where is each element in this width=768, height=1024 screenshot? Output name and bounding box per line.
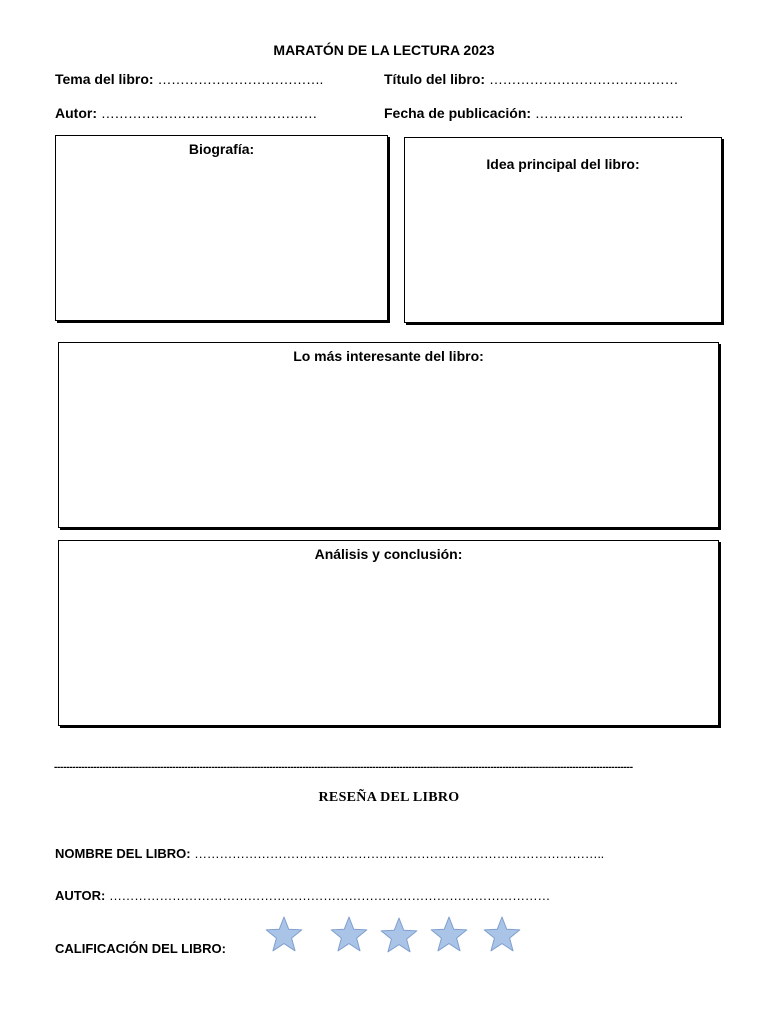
autor-review-field[interactable] (55, 888, 550, 903)
titulo-label: Título del libro: (384, 71, 486, 87)
autor-field[interactable] (55, 105, 317, 121)
tema-dots: ………………………………. (157, 71, 323, 87)
star-icon[interactable] (329, 915, 369, 955)
fecha-label: Fecha de publicación: (384, 105, 532, 121)
autor-dots: ………………………………………… (100, 105, 317, 121)
idea-principal-label: Idea principal del libro: (486, 156, 640, 172)
cut-line-separator: ----------------------------------------------------------------------------------------------------------------------------------------------------------------------------------------------- (54, 762, 633, 773)
star-icon[interactable] (264, 915, 304, 955)
autor-review-dots: …………………………………………………………………………………………… (108, 888, 550, 903)
autor-review-label: AUTOR: (55, 888, 106, 903)
biografia-label: Biografía: (188, 141, 255, 157)
biografia-box[interactable] (55, 135, 388, 321)
idea-principal-box[interactable] (404, 137, 722, 323)
interesante-box[interactable] (58, 342, 719, 528)
titulo-field[interactable] (384, 71, 678, 87)
titulo-dots: …………………………………… (489, 71, 678, 87)
nombre-libro-field[interactable] (55, 846, 604, 861)
star-icon[interactable] (482, 915, 522, 955)
review-title: RESEÑA DEL LIBRO (318, 790, 460, 805)
autor-label: Autor: (55, 105, 97, 121)
analisis-box[interactable] (58, 540, 719, 726)
page-title: MARATÓN DE LA LECTURA 2023 (273, 42, 495, 58)
calificacion-label: CALIFICACIÓN DEL LIBRO: (55, 941, 226, 956)
fecha-field[interactable] (384, 105, 683, 121)
interesante-label: Lo más interesante del libro: (293, 348, 484, 364)
fecha-dots: …………………………… (534, 105, 684, 121)
tema-field[interactable] (55, 71, 323, 87)
star-icon[interactable] (429, 915, 469, 955)
nombre-libro-dots: …………………………………………………………………………………….. (194, 846, 604, 861)
nombre-libro-label: NOMBRE DEL LIBRO: (55, 846, 191, 861)
analisis-label: Análisis y conclusión: (314, 546, 463, 562)
tema-label: Tema del libro: (55, 71, 154, 87)
star-icon[interactable] (379, 916, 419, 956)
